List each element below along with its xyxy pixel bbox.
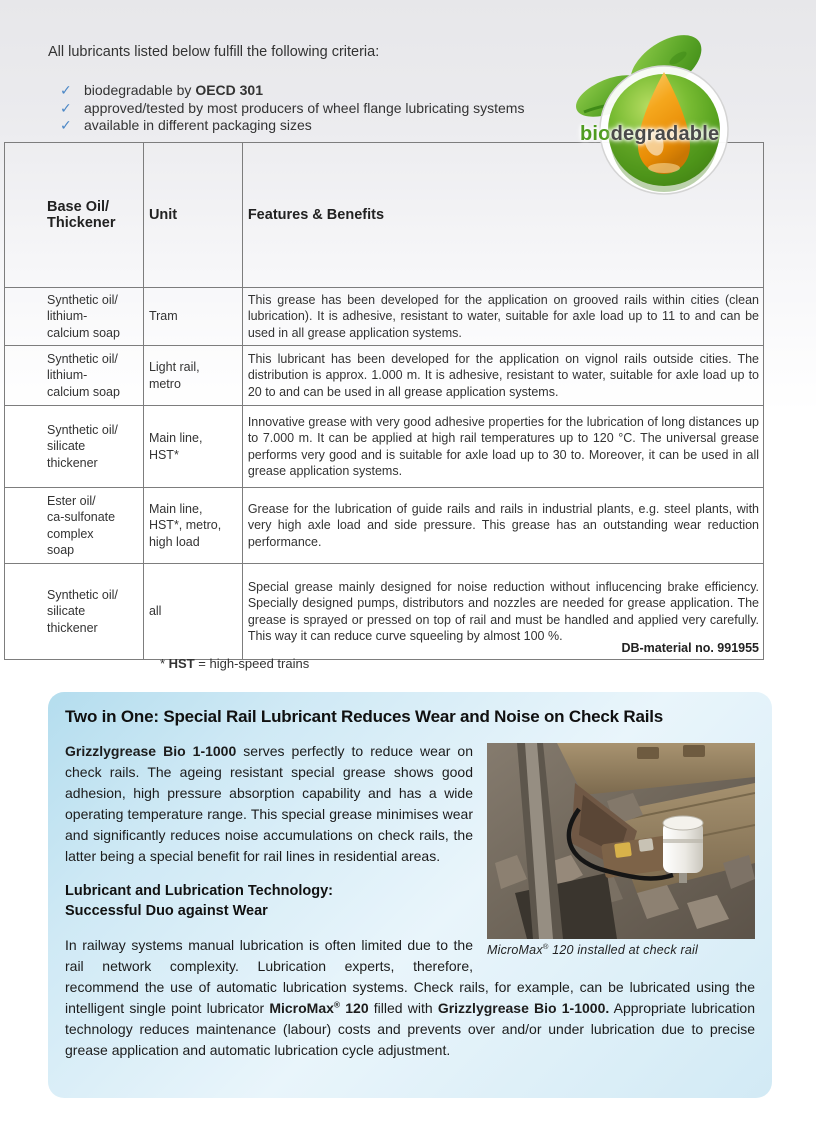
cell-unit: Light rail, metro bbox=[143, 346, 242, 406]
cell-unit: Main line, HST*, metro, high load bbox=[143, 488, 242, 564]
cell-unit: Tram bbox=[143, 288, 242, 346]
table-row bbox=[5, 406, 764, 488]
cell-base-oil: Synthetic oil/ silicate thickener bbox=[5, 406, 144, 488]
cell-base-oil: Synthetic oil/ lithium- calcium soap bbox=[5, 288, 144, 346]
cell-features: Grease for the lubrication of guide rails and rails in industrial plants, e.g. steel plants, with very high axle load and side pressure. This grease has an outstanding wear reduction performance. bbox=[242, 488, 763, 564]
info-box-title: Two in One: Special Rail Lubricant Reduces Wear and Noise on Check Rails bbox=[65, 707, 664, 726]
cell-unit: Main line, HST* bbox=[143, 406, 242, 488]
header-base-oil bbox=[5, 143, 144, 288]
intro-lead: All lubricants listed below fulfill the following criteria: bbox=[48, 44, 380, 60]
header-unit bbox=[143, 143, 242, 288]
cell-base-oil: Ester oil/ ca-sulfonate complex soap bbox=[5, 488, 144, 564]
photo-caption: MicroMax® 120 installed at check rail bbox=[487, 941, 698, 957]
wordmark-bio: bio bbox=[580, 123, 611, 145]
table-row bbox=[5, 488, 764, 564]
lubricant-table bbox=[4, 142, 764, 660]
check-rail-photo-figure bbox=[487, 743, 755, 957]
header-text: Thickener bbox=[47, 215, 116, 231]
table-footnote: * HST = high-speed trains bbox=[160, 656, 310, 671]
cell-features: Innovative grease with very good adhesive properties for the lubrication of long distances up to 7.000 m. It can be applied at high rail temperatures up to 120 °C. The universal grease performs very good and is suitable for axle load up to 30 to. Moreover, it can be used in all grease application systems. bbox=[242, 406, 763, 488]
info-paragraph-1: Grizzlygrease Bio 1-1000 serves perfectly to reduce wear on check rails. The ageing resistant special grease shows good adhesion, high pressure absorption capability and has a wide operating temperature range. This special grease minimises wear and significantly reduces noise accumulations on check rails, the latter being a special benefit for rail lines in residential areas. bbox=[65, 743, 473, 864]
check-rail-photo bbox=[487, 743, 755, 939]
header-text: Unit bbox=[148, 207, 178, 223]
info-paragraph-2: In railway systems manual lubrication is often limited due to the rail network complexity. Lubrication experts, therefore, recommend the use of automatic lubrication systems. Check rails, for example, can be lubricated using the intelligent single point lubricator MicroMax® 120 filled with Grizzlygrease Bio 1-1000. Appropriate lubrication technology reduces maintenance (labour) costs and prevents over and/or under lubrication due to precise grease application and automatic lubrication cycle adjustment. bbox=[65, 937, 756, 1058]
cell-features: This lubricant has been developed for the application on vignol rails outside cities. The distribution is approx. 1.000 m. It is adhesive, resistant to water, suitable for axle load up to 20 to and can be used in all grease application systems. bbox=[242, 346, 763, 406]
info-box bbox=[48, 692, 772, 1098]
table-row bbox=[5, 346, 764, 406]
cell-features: This grease has been developed for the application on grooved rails within cities (clean lubrication). It is adhesive, resistant to water, suitable for axle load up to 11 to and can be used in all grease application systems. bbox=[242, 288, 763, 346]
check-icon: ✓ bbox=[60, 99, 72, 116]
intro-section bbox=[48, 44, 568, 135]
subheading-line: Successful Duo against Wear bbox=[65, 903, 268, 919]
list-item bbox=[60, 82, 568, 100]
header-text: Base Oil/ bbox=[47, 199, 110, 215]
biodegradable-wordmark bbox=[580, 123, 719, 146]
biodegradable-logo bbox=[566, 30, 800, 208]
list-item-text: available in different packaging sizes bbox=[84, 117, 312, 133]
list-item-text: biodegradable by OECD 301 bbox=[84, 82, 264, 98]
wordmark-degradable: degradable bbox=[610, 123, 720, 145]
subheading-line: Lubricant and Lubrication Technology: bbox=[65, 883, 333, 899]
table-row bbox=[5, 288, 764, 346]
list-item bbox=[60, 100, 568, 118]
criteria-list bbox=[48, 82, 568, 135]
cell-base-oil: Synthetic oil/ silicate thickener bbox=[5, 564, 144, 660]
db-material-note: DB-material no. 991955 bbox=[621, 640, 759, 655]
list-item bbox=[60, 117, 568, 135]
cell-unit: all bbox=[143, 564, 242, 660]
lubricant-table-body bbox=[5, 288, 764, 660]
biodegradable-drop-icon bbox=[566, 30, 800, 208]
check-icon: ✓ bbox=[60, 117, 72, 133]
cell-features: Special grease mainly designed for noise reduction without influcencing brake efficiency. Specially designed pumps, distributors and nozzles are needed for grease application. The grease is sprayed or pressed on top of rail and must be handled and applied very carefully. This way it can reduce curve squeeling by almost 100 %. DB-material no. 991955 bbox=[242, 564, 763, 660]
check-icon: ✓ bbox=[60, 82, 72, 98]
table-row bbox=[5, 564, 764, 660]
cell-base-oil: Synthetic oil/ lithium- calcium soap bbox=[5, 346, 144, 406]
list-item-text: approved/tested by most producers of wheel flange lubricating systems bbox=[84, 99, 525, 116]
header-text: Features & Benefits bbox=[247, 207, 385, 223]
